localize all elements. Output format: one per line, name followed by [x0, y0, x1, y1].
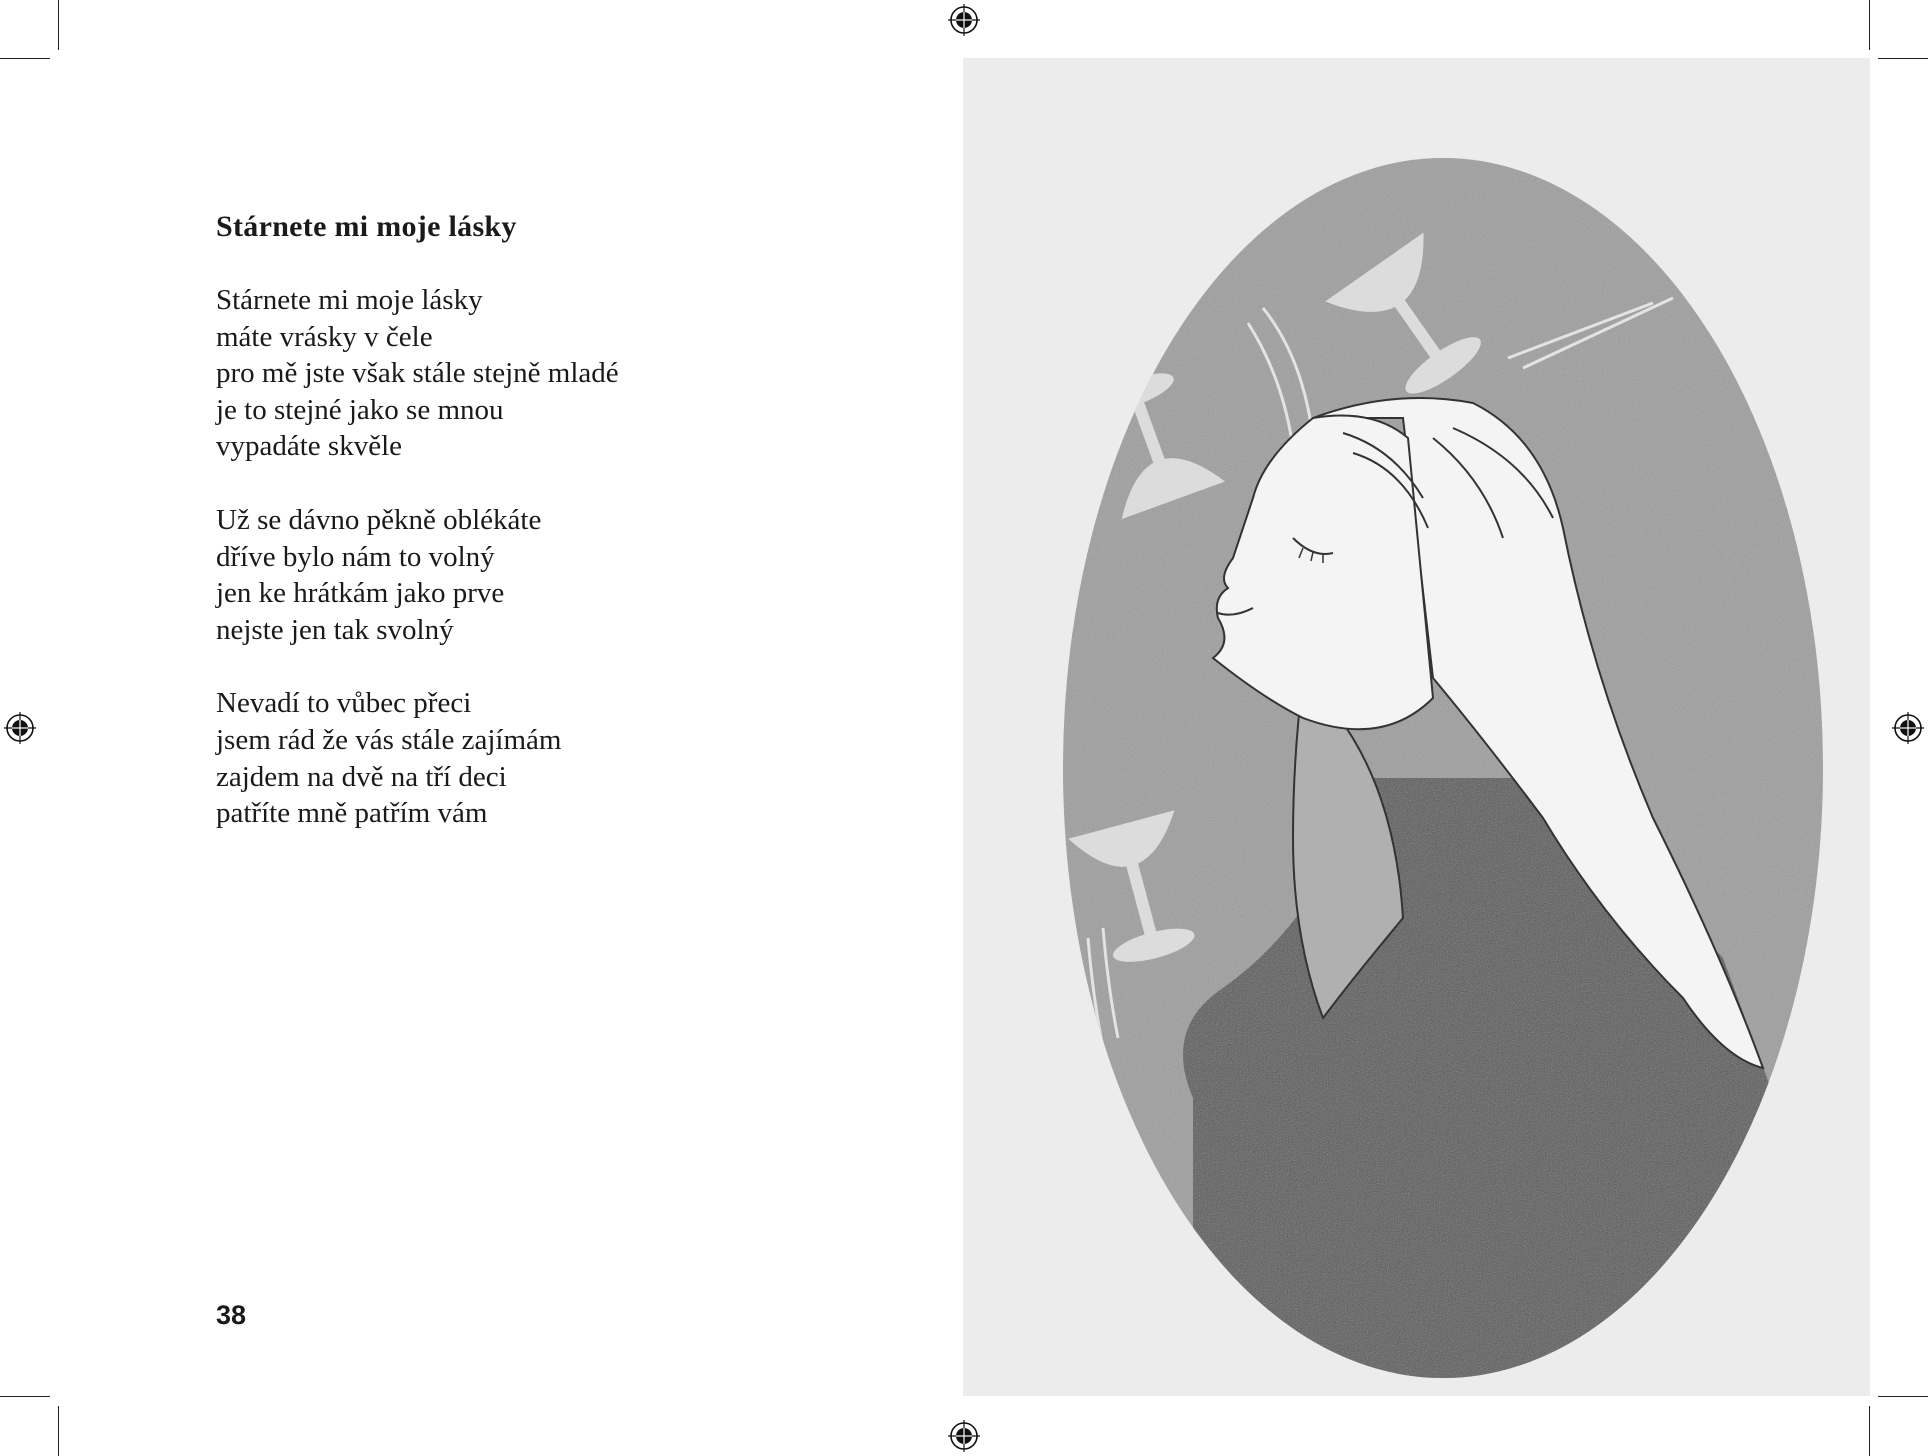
poem-line: Už se dávno pěkně oblékáte: [216, 503, 542, 536]
crop-mark-top-right-h: [1878, 58, 1928, 59]
poem-line: nejste jen tak svolný: [216, 613, 454, 646]
poem-line: Nevadí to vůbec přeci: [216, 687, 472, 720]
poem-line: jen ke hrátkám jako prve: [216, 577, 505, 610]
poem-line: je to stejné jako se mnou: [216, 393, 504, 426]
poem-line: vypadáte skvěle: [216, 430, 403, 463]
crop-mark-bottom-right-h: [1878, 1396, 1928, 1397]
crop-mark-bottom-right-v: [1869, 1406, 1870, 1456]
poem-line: dříve bylo nám to volný: [216, 540, 495, 573]
stanza-2: [216, 502, 916, 648]
poem-line: Stárnete mi moje lásky: [216, 284, 483, 316]
stanza-1: [216, 282, 916, 465]
woman-profile-drawing: [963, 58, 1870, 1396]
illustration: [963, 58, 1870, 1396]
poem-line: máte vrásky v čele: [216, 320, 433, 353]
poem-body: [216, 282, 916, 869]
stanza-3: [216, 685, 916, 831]
crop-mark-top-right-v: [1869, 0, 1870, 50]
registration-mark-icon: [1892, 712, 1924, 744]
poem-title: Stárnete mi moje lásky: [216, 210, 517, 243]
poem-line: patříte mně patřím vám: [216, 797, 488, 830]
page-number: 38: [216, 1300, 247, 1330]
poem-line: zajdem na dvě na tří deci: [216, 760, 507, 793]
poem-line: pro mě jste však stále stejně mladé: [216, 357, 619, 390]
poem-line: jsem rád že vás stále zajímám: [216, 723, 562, 756]
